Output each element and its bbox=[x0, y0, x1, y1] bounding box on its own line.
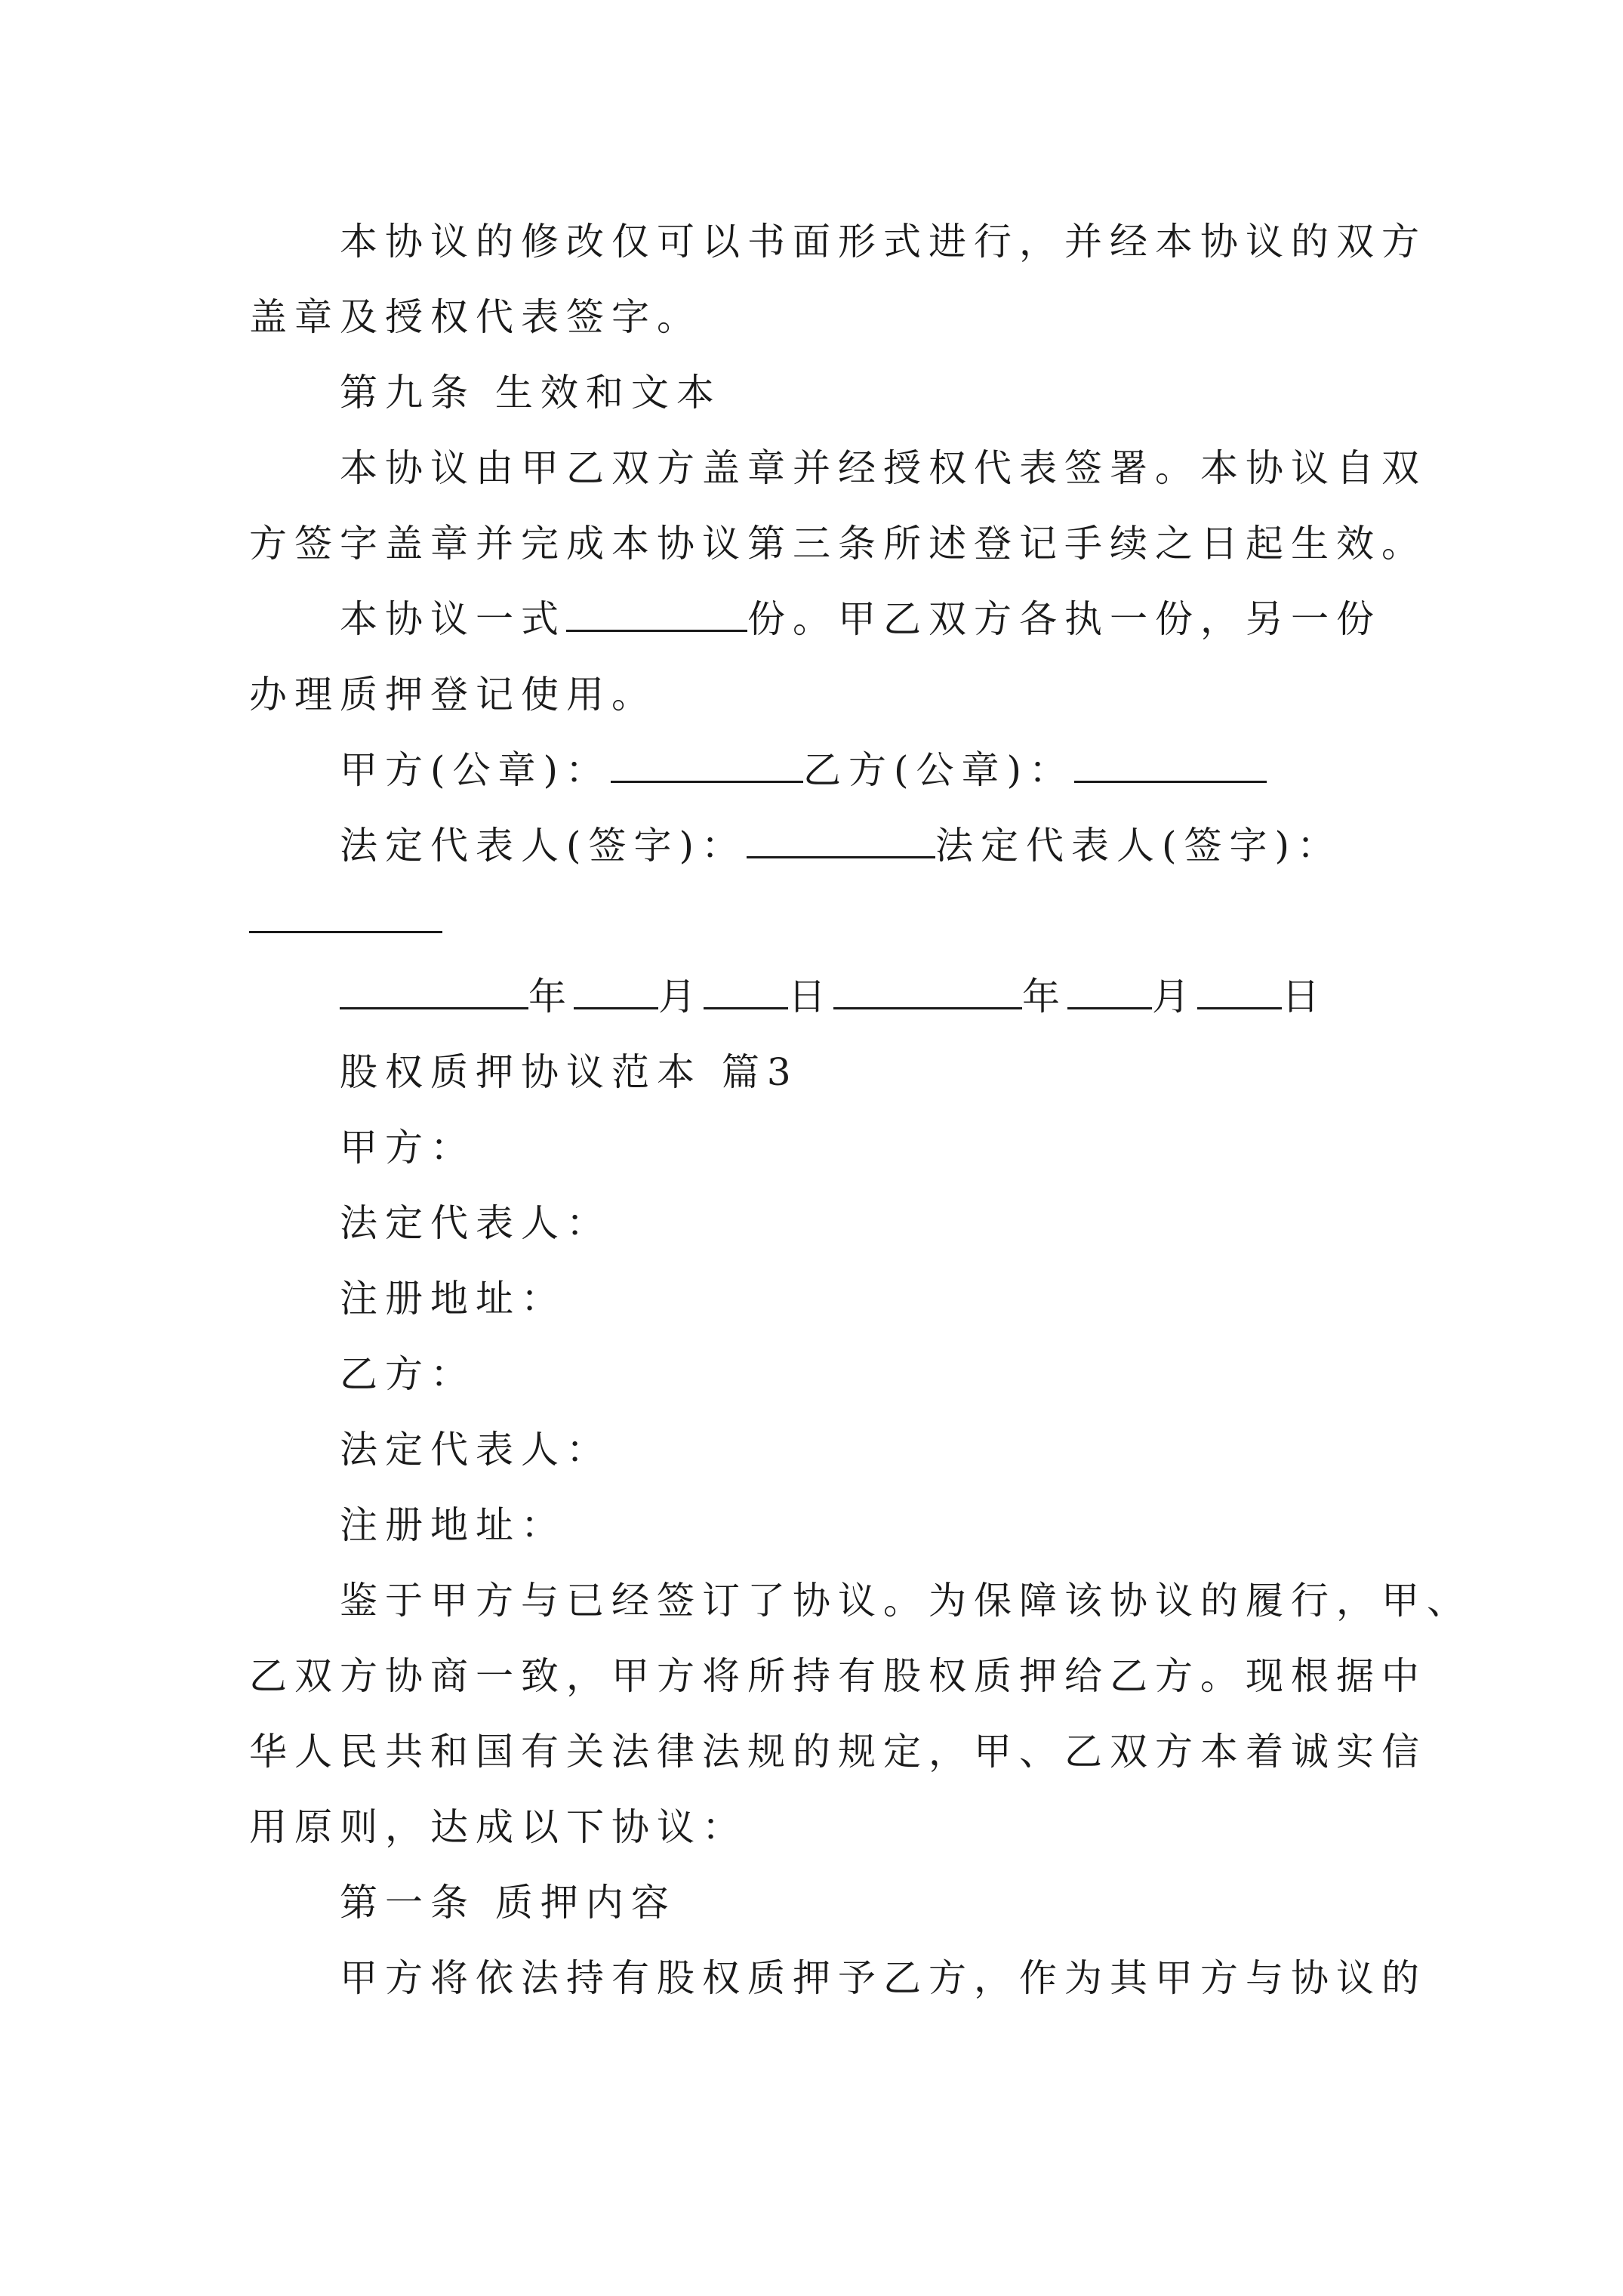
signature-seal-line bbox=[340, 747, 1267, 793]
copies-text-a: 本协议一式 bbox=[340, 597, 566, 641]
year-a-label: 年 bbox=[528, 975, 574, 1019]
party-a-rep-label: 法定代表人(签字)： bbox=[340, 824, 747, 868]
paragraph-effect-line1: 本协议由甲乙双方盖章并经授权代表签署。本协议自双 bbox=[340, 446, 1427, 490]
party-a-seal-blank bbox=[611, 747, 803, 783]
paragraph-amendment-line2: 盖章及授权代表签字。 bbox=[249, 295, 702, 339]
year-a-blank bbox=[340, 974, 528, 1009]
party-a-rep-blank bbox=[747, 823, 935, 858]
paragraph-recital-line3: 华人民共和国有关法律法规的规定，甲、乙双方本着诚实信 bbox=[249, 1730, 1427, 1774]
year-b-blank bbox=[833, 974, 1022, 1009]
copies-text-b: 份。甲乙双方各执一份，另一份 bbox=[747, 597, 1381, 641]
paragraph-copies-line1 bbox=[340, 596, 1381, 642]
date-line bbox=[340, 974, 1327, 1019]
year-b-label: 年 bbox=[1022, 975, 1067, 1019]
month-a-blank bbox=[574, 974, 658, 1009]
article-9-title: 第九条 生效和文本 bbox=[340, 371, 722, 415]
party-b-rep-blank bbox=[249, 931, 442, 933]
day-b-blank bbox=[1197, 974, 1282, 1009]
party-a-legal-rep-field: 法定代表人： bbox=[340, 1201, 611, 1245]
paragraph-recital-line1: 鉴于甲方与已经签订了协议。为保障该协议的履行，甲、 bbox=[340, 1579, 1472, 1623]
party-b-seal-label: 乙方(公章)： bbox=[803, 748, 1075, 792]
day-a-blank bbox=[704, 974, 788, 1009]
party-b-rep-label: 法定代表人(签字)： bbox=[935, 824, 1343, 868]
party-a-seal-label: 甲方(公章)： bbox=[340, 748, 611, 792]
paragraph-recital-line2: 乙双方协商一致，甲方将所持有股权质押给乙方。现根据中 bbox=[249, 1654, 1427, 1698]
paragraph-recital-line4: 用原则，达成以下协议： bbox=[249, 1805, 747, 1849]
paragraph-pledge-line1: 甲方将依法持有股权质押予乙方，作为其甲方与协议的 bbox=[340, 1956, 1427, 2000]
party-a-address-field: 注册地址： bbox=[340, 1277, 566, 1321]
section-heading-3: 股权质押协议范本 篇3 bbox=[340, 1050, 799, 1094]
party-b-address-field: 注册地址： bbox=[340, 1503, 566, 1547]
copies-count-blank bbox=[566, 596, 747, 632]
day-a-label: 日 bbox=[788, 975, 833, 1019]
paragraph-copies-line2: 办理质押登记使用。 bbox=[249, 673, 657, 717]
party-b-legal-rep-field: 法定代表人： bbox=[340, 1428, 611, 1472]
signature-rep-line bbox=[340, 823, 1342, 868]
month-b-blank bbox=[1067, 974, 1152, 1009]
party-a-field: 甲方： bbox=[340, 1126, 476, 1170]
paragraph-amendment-line1: 本协议的修改仅可以书面形式进行，并经本协议的双方 bbox=[340, 220, 1427, 264]
paragraph-effect-line2: 方签字盖章并完成本协议第三条所述登记手续之日起生效。 bbox=[249, 522, 1427, 566]
day-b-label: 日 bbox=[1282, 975, 1327, 1019]
month-a-label: 月 bbox=[658, 975, 704, 1019]
month-b-label: 月 bbox=[1152, 975, 1197, 1019]
article-1-title: 第一条 质押内容 bbox=[340, 1881, 676, 1925]
party-b-field: 乙方： bbox=[340, 1352, 476, 1396]
party-b-seal-blank bbox=[1074, 747, 1267, 783]
